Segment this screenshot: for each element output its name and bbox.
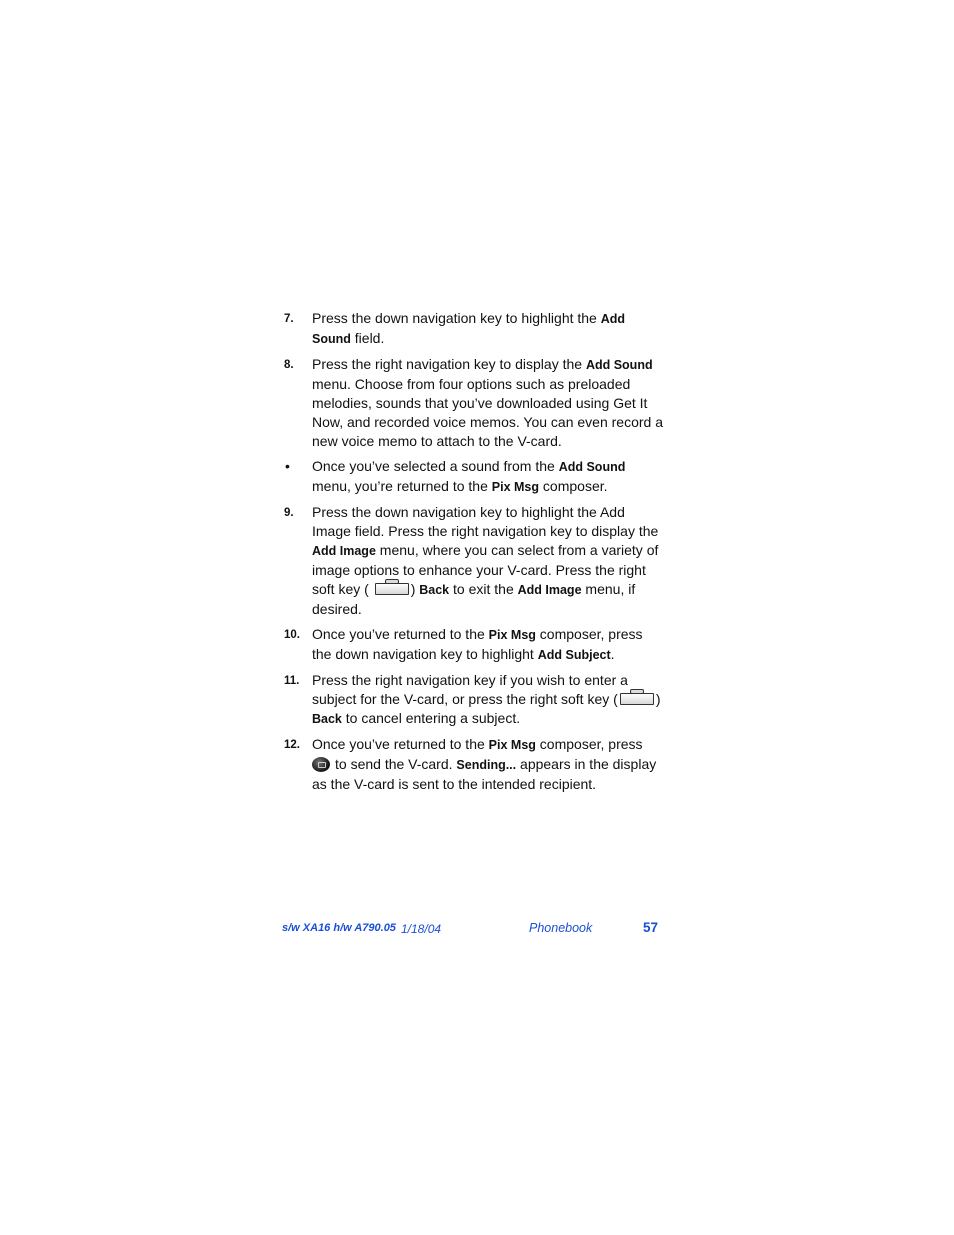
- step-text: Once you’ve selected a sound from the: [312, 458, 559, 474]
- footer-date: 1/18/04: [401, 922, 442, 936]
- step-text: .: [610, 646, 615, 662]
- instruction-list: [284, 309, 664, 800]
- step-text: Press the right navigation key to display the: [312, 356, 586, 372]
- step-number: 9.: [284, 507, 294, 519]
- page-number: 57: [643, 920, 659, 935]
- footer-section: Phonebook: [529, 921, 593, 935]
- bullet-note: [284, 457, 664, 497]
- step-10: [284, 625, 664, 665]
- step-8: [284, 355, 664, 451]
- step-text: menu. Choose from four options such as preloaded melodies, sounds that you’ve downloaded using Get It Now, and recorded voice memos. You can even record a new voice memo to attach to the V-card.: [312, 376, 663, 449]
- step-text: Press the down navigation key to highlight the Add Image field. Press the right navigation key to display the: [312, 504, 659, 539]
- step-text: composer, press the down navigation key to highlight: [312, 626, 643, 662]
- step-11: [284, 671, 664, 729]
- footer-version: s/w XA16 h/w A790.05: [282, 922, 396, 934]
- menu-label: Add Sound: [558, 460, 626, 474]
- step-text: ): [410, 581, 420, 597]
- step-number: 12.: [284, 739, 300, 751]
- menu-label: Add Subject: [537, 648, 611, 662]
- step-number: 8.: [284, 359, 294, 371]
- step-9: [284, 503, 664, 619]
- menu-label: Pix Msg: [491, 480, 540, 494]
- step-text: composer, press: [535, 736, 643, 752]
- step-7: [284, 309, 664, 349]
- right-soft-key-icon: [375, 583, 409, 595]
- step-text: Press the right navigation key if you wish to enter a subject for the V-card, or press the right soft key (: [312, 672, 628, 707]
- right-soft-key-icon: [620, 693, 654, 705]
- step-text: appears in the display as the V-card is sent to the intended recipient.: [312, 756, 657, 792]
- menu-label: Back: [419, 583, 450, 597]
- step-number: 11.: [284, 675, 300, 687]
- step-number: 7.: [284, 313, 294, 325]
- menu-label: Add Image: [517, 583, 582, 597]
- step-text: Press the down navigation key to highlight the: [312, 310, 601, 326]
- step-text: ): [655, 691, 661, 707]
- menu-label: Add Sound: [585, 358, 653, 372]
- menu-label: Add Image: [312, 544, 376, 558]
- step-text: Once you’ve returned to the: [312, 626, 489, 642]
- step-number: 10.: [284, 629, 300, 641]
- step-text: menu, where you can select from a variety of image options to enhance your V-card. Press the right soft key (: [312, 542, 659, 597]
- ok-key-icon: [312, 757, 330, 772]
- step-text: to send the V-card.: [335, 756, 457, 772]
- step-text: to cancel entering a subject.: [341, 710, 521, 726]
- step-text: to exit the: [449, 581, 518, 597]
- menu-label: Pix Msg: [488, 628, 536, 642]
- step-text: menu, you’re returned to the: [312, 478, 492, 494]
- step-12: [284, 735, 664, 794]
- status-label: Sending...: [456, 758, 517, 772]
- step-text: composer.: [539, 478, 608, 494]
- step-text: field.: [350, 330, 385, 346]
- step-text: Once you’ve returned to the: [312, 736, 489, 752]
- step-text: menu, if desired.: [312, 581, 636, 617]
- menu-label: Back: [312, 712, 342, 726]
- menu-label: Pix Msg: [488, 738, 536, 752]
- bullet-mark: •: [285, 458, 290, 474]
- menu-label: Add Sound: [312, 312, 626, 346]
- page-footer: [0, 921, 954, 941]
